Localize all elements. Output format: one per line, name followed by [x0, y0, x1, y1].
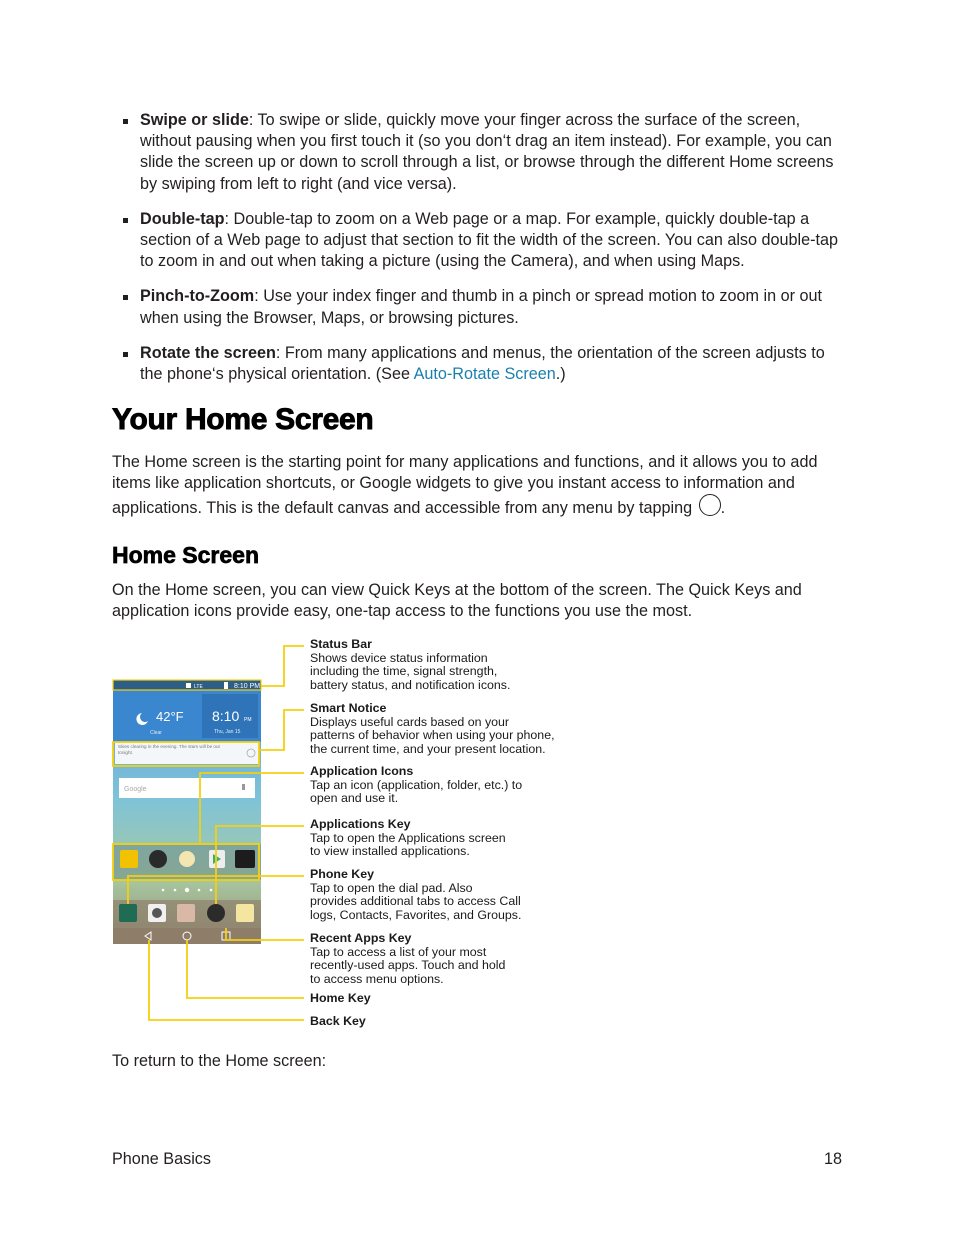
callout-title: Phone Key: [310, 867, 375, 881]
search-placeholder: Google: [124, 786, 147, 793]
clock-date: Thu, Jan 15: [214, 729, 241, 735]
app-icon-2[interactable]: [149, 850, 167, 868]
list-item: [112, 286, 847, 328]
status-time: 8:10 PM: [234, 683, 261, 690]
phone-key-icon[interactable]: [119, 904, 137, 922]
home-screen-diagram: [108, 636, 588, 1036]
bullet-term: Swipe or slide: [140, 111, 249, 129]
lte-icon: LTE: [194, 684, 203, 690]
callout-home-key: [310, 992, 371, 1006]
bullet-term: Double-tap: [140, 209, 225, 228]
app-icon-1[interactable]: [120, 850, 138, 868]
page-number: 18: [823, 1150, 842, 1168]
section-heading: Your Home Screen: [112, 403, 374, 436]
bullet-square-icon: [123, 352, 128, 357]
bullet-term: Pinch-to-Zoom: [140, 287, 255, 306]
callout-title: Applications Key: [310, 817, 411, 831]
callout-application-icons: [310, 765, 522, 806]
callout-title: Recent Apps Key: [310, 931, 412, 945]
bullet-text: : From many applications and menus, the orientation of the screen adjusts to the phone‘s physical orientation. (See: [140, 343, 825, 384]
callout-desc: Tap to open the dial pad. Also provides additional tabs to access Call logs, Contacts, Favorites, and Groups.: [310, 880, 522, 922]
callout-desc: Tap to open the Applications screen to view installed applications.: [310, 830, 506, 859]
gesture-list: [112, 110, 847, 399]
callout-phone-key: [310, 868, 521, 922]
smart-notice-text: Skies clearing in the evening. The stars will be out tonight.: [118, 744, 220, 755]
footer-section: Phone Basics: [112, 1150, 211, 1168]
list-item: [112, 209, 847, 273]
applications-key-icon[interactable]: [207, 904, 225, 922]
home-key-icon: [699, 494, 721, 516]
bullet-term: Rotate the screen: [140, 343, 276, 362]
home-paragraph: On the Home screen, you can view Quick Keys at the bottom of the screen. The Quick Keys and application icons provide easy, one-tap access to the functions you use the most.: [112, 581, 802, 621]
callout-status-bar: [310, 638, 510, 692]
return-instruction: To return to the Home screen:: [112, 1052, 327, 1070]
camera-lens-icon: [152, 908, 162, 918]
callout-title: Application Icons: [310, 764, 414, 778]
callout-recent-apps-key: [310, 932, 505, 986]
callout-desc: Tap to access a list of your most recently-used apps. Touch and hold to access menu options.: [310, 944, 506, 986]
clock-ampm: PM: [244, 717, 252, 723]
callout-title: Back Key: [310, 1014, 366, 1028]
callout-desc: Shows device status information including the time, signal strength, battery status, and notification icons.: [310, 650, 511, 692]
bullet-square-icon: [123, 119, 128, 124]
callout-desc: Tap an icon (application, folder, etc.) to open and use it.: [310, 777, 523, 806]
nfc-icon: [186, 683, 191, 688]
callout-desc: Displays useful cards based on your patterns of behavior when using your phone, the current time, and your present location.: [310, 714, 555, 756]
bullet-square-icon: [123, 218, 128, 223]
gallery-app-icon[interactable]: [177, 904, 195, 922]
clock-time: 8:10: [212, 708, 240, 724]
callout-back-key: [310, 1015, 366, 1029]
app-icon-3[interactable]: [179, 851, 195, 867]
auto-rotate-link[interactable]: Auto-Rotate Screen: [413, 365, 556, 384]
callout-smart-notice: [310, 702, 555, 756]
list-item: [112, 110, 847, 195]
bullet-text: : To swipe or slide, quickly move your finger across the surface of the screen, without pausing when you first touch it (so you don‘t drag an item instead). For example, you can slide the screen up or down to scroll through a list, or browse through the different Home screens by swiping from left to right (and vice versa).: [140, 111, 834, 193]
subsection-heading: Home Screen: [112, 542, 260, 568]
intro-end: .: [720, 499, 726, 518]
bullet-text: .): [555, 365, 566, 384]
callout-title: Home Key: [310, 991, 371, 1005]
callout-applications-key: [310, 818, 506, 859]
callout-title: Smart Notice: [310, 701, 387, 715]
bullet-square-icon: [123, 295, 128, 300]
bullet-text: : Double-tap to zoom on a Web page or a map. For example, quickly double-tap a section of a Web page to adjust that section to fit the width of the screen. You can also double-tap to zoom in and out when taking a picture (using the Camera), and when using Maps.: [140, 209, 839, 271]
list-item: [112, 343, 847, 385]
intro-paragraph: [112, 452, 847, 520]
bullet-text: : Use your index finger and thumb in a pinch or spread motion to zoom in or out when using the Browser, Maps, or browsing pictures.: [140, 287, 822, 327]
voicemail-icon[interactable]: [235, 850, 255, 868]
weather-condition: Clear: [150, 730, 162, 736]
weather-temp: 42°F: [156, 709, 184, 724]
intro-text: The Home screen is the starting point for many applications and functions, and it allows you to add items like application shortcuts, or Google widgets to give you instant access to information and applications. This is the default canvas and accessible from any menu by tapping: [112, 453, 818, 518]
callout-title: Status Bar: [310, 637, 372, 651]
mic-icon: [242, 784, 245, 790]
battery-icon: [224, 682, 228, 689]
messaging-app-icon[interactable]: [236, 904, 254, 922]
